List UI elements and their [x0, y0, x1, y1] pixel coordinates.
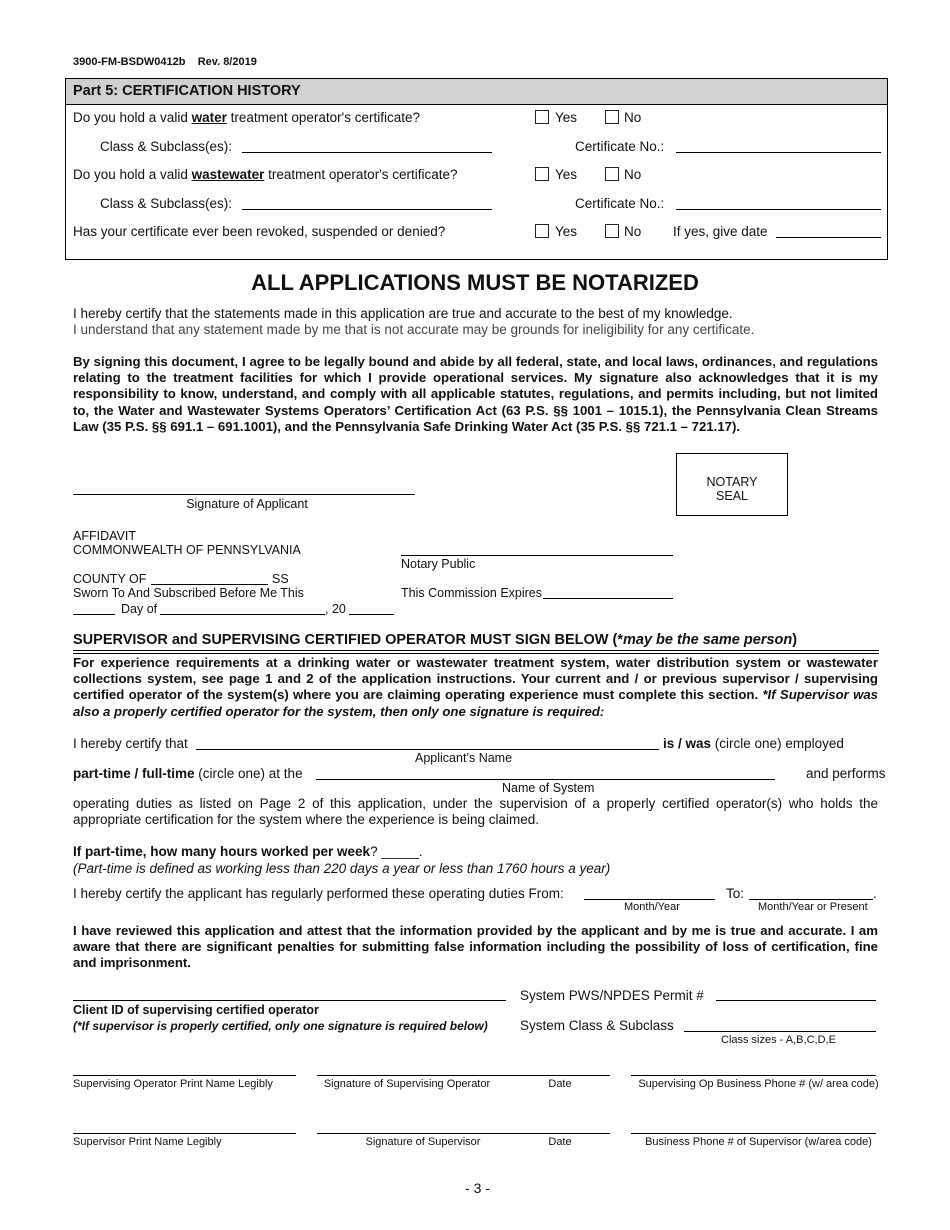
- certify-from-label: I hereby certify the applicant has regularly performed these operating duties From:: [73, 886, 564, 901]
- sworn-label: Sworn To And Subscribed Before Me This: [73, 586, 304, 600]
- to-label: To:: [726, 886, 745, 901]
- year-prefix-label: , 20: [325, 602, 346, 616]
- understand-statement: I understand that any statement made by me that is not accurate may be grounds for ineligibility for any certificate.: [73, 322, 755, 337]
- is-was-text: is / was (circle one) employed: [663, 736, 844, 751]
- applicant-name-caption: Applicant’s Name: [415, 751, 513, 765]
- parttime-definition: (Part-time is defined as working less than 220 days a year or less than 1760 hours a year): [73, 861, 611, 876]
- from-date-field[interactable]: [584, 899, 715, 900]
- commission-expires-label: This Commission Expires: [401, 586, 543, 600]
- supervisor-heading: SUPERVISOR and SUPERVISING CERTIFIED OPERATOR MUST SIGN BELOW (*may be the same person): [73, 632, 798, 648]
- agreement-paragraph: By signing this document, I agree to be legally bound and abide by all federal, state, and local laws, ordinances, and regulations relating to the treatment facilities for which I provide operational services. My signature also acknowledges that it is my responsibility to know, understand, and comply with all applicable statutes, regulations, and permits including, but not limited to, the Water and Wastewater Systems Operators’ Certification Act (63 P.S. §§ 1001 – 1015.1), the Pennsylvania Clean Streams Law (35 P.S. §§ 691.1 – 691.1001), and the Pennsylvania Safe Drinking Water Act (35 P.S. §§ 721.1 – 721.17).: [73, 354, 878, 434]
- certify-that-label: I hereby certify that: [73, 736, 188, 751]
- water-cert-no-label: Certificate No.:: [575, 139, 665, 154]
- revoked-no-label: No: [624, 224, 642, 239]
- commission-expires-field[interactable]: [543, 598, 673, 599]
- period-mark: .: [873, 886, 877, 901]
- applicant-signature-line[interactable]: [73, 494, 415, 495]
- supervisor-name-field[interactable]: [73, 1133, 296, 1134]
- month-year-caption: Month/Year: [624, 901, 680, 913]
- revoked-no-checkbox[interactable]: [605, 224, 619, 238]
- supervisor-phone-field[interactable]: [631, 1133, 876, 1134]
- duties-paragraph: operating duties as listed on Page 2 of this application, under the supervision of a properly certified operator(s) who holds the appropriate certification for the system where the experience is being claimed.: [73, 796, 878, 828]
- attest-paragraph: I have reviewed this application and attest that the information provided by the applicant and by me is true and accurate. I am aware that there are significant penalties for submitting false information including the possibility of loss of certification, fine and imprisonment.: [73, 923, 878, 971]
- water-no-label: No: [624, 110, 642, 125]
- supervisor-date-field[interactable]: [510, 1133, 610, 1134]
- certify-statement: I hereby certify that the statements made in this application are true and accurate to the best of my knowledge.: [73, 306, 733, 321]
- permit-field[interactable]: [716, 1000, 876, 1001]
- permit-label: System PWS/NPDES Permit #: [520, 988, 704, 1003]
- notarize-heading: ALL APPLICATIONS MUST BE NOTARIZED: [251, 270, 699, 295]
- parttime-question: If part-time, how many hours worked per week? _____.: [73, 844, 423, 859]
- ss-label: SS: [272, 572, 289, 586]
- supervising-operator-date-field[interactable]: [510, 1075, 610, 1076]
- water-cert-no-field[interactable]: [676, 152, 881, 153]
- form-id: 3900-FM-BSDW0412b: [73, 56, 186, 68]
- class-subclass-field[interactable]: [684, 1031, 876, 1032]
- commonwealth-label: COMMONWEALTH OF PENNSYLVANIA: [73, 543, 301, 557]
- part-full-time-text: part-time / full-time (circle one) at the: [73, 766, 303, 781]
- supervisor-name-label: Supervisor Print Name Legibly: [73, 1136, 222, 1148]
- system-name-caption: Name of System: [502, 781, 595, 795]
- system-name-field[interactable]: [316, 779, 775, 780]
- applicant-name-field[interactable]: [196, 749, 659, 750]
- supervising-operator-signature-label: Signature of Supervising Operator: [323, 1078, 491, 1090]
- supervising-operator-phone-label: Supervising Op Business Phone # (w/ area code): [638, 1078, 879, 1090]
- supervisor-phone-label: Business Phone # of Supervisor (w/area code): [645, 1136, 872, 1148]
- supervising-operator-date-label: Date: [548, 1078, 572, 1090]
- wastewater-no-checkbox[interactable]: [605, 167, 619, 181]
- notary-public-line[interactable]: [401, 555, 673, 556]
- question-revoked: Has your certificate ever been revoked, suspended or denied?: [73, 224, 446, 239]
- supervisor-intro: For experience requirements at a drinking water or wastewater treatment system, water distribution system or wastewater collections system, see page 1 and 2 of the application instructions. Your current and / or previous supervisor / supervising certified operator of the system(s) where you are claiming operating experience must complete this section. *If Supervisor was also a properly certified operator for the system, then only one signature is required:: [73, 655, 879, 719]
- and-performs-label: and performs: [806, 766, 886, 781]
- wastewater-yes-label: Yes: [555, 167, 578, 182]
- form-revision: Rev. 8/2019: [197, 56, 257, 68]
- question-wastewater-cert: Do you hold a valid wastewater treatment operator's certificate?: [73, 167, 458, 182]
- month-field[interactable]: [160, 614, 325, 615]
- wastewater-class-label: Class & Subclass(es):: [100, 196, 233, 211]
- supervisor-date-label: Date: [548, 1136, 572, 1148]
- water-yes-checkbox[interactable]: [535, 110, 549, 124]
- day-field[interactable]: [73, 614, 115, 615]
- class-sizes-caption: Class sizes - A,B,C,D,E: [721, 1034, 836, 1046]
- wastewater-class-field[interactable]: [242, 209, 492, 210]
- to-date-field[interactable]: [749, 899, 873, 900]
- supervising-operator-phone-field[interactable]: [631, 1075, 876, 1076]
- part5-title: Part 5: CERTIFICATION HISTORY: [66, 79, 887, 105]
- supervising-operator-signature-field[interactable]: [317, 1075, 510, 1076]
- client-id-note: (*If supervisor is properly certified, only one signature is required below): [73, 1019, 488, 1033]
- notary-seal-box: [676, 453, 788, 516]
- revoked-yes-label: Yes: [555, 224, 578, 239]
- county-field[interactable]: [151, 584, 268, 585]
- year-field[interactable]: [349, 614, 394, 615]
- supervising-operator-name-field[interactable]: [73, 1075, 296, 1076]
- notary-public-label: Notary Public: [401, 557, 476, 571]
- client-id-field[interactable]: [73, 1000, 506, 1001]
- wastewater-no-label: No: [624, 167, 642, 182]
- water-class-field[interactable]: [242, 152, 492, 153]
- page-number: - 3 -: [465, 1180, 490, 1196]
- class-subclass-label: System Class & Subclass: [520, 1018, 674, 1033]
- county-of-label: COUNTY OF: [73, 572, 147, 586]
- water-no-checkbox[interactable]: [605, 110, 619, 124]
- notary-seal-line2: SEAL: [716, 489, 748, 503]
- day-of-label: Day of: [121, 602, 158, 616]
- form-header: [73, 56, 257, 68]
- wastewater-cert-no-field[interactable]: [676, 209, 881, 210]
- water-class-label: Class & Subclass(es):: [100, 139, 233, 154]
- question-water-cert: Do you hold a valid water treatment operator's certificate?: [73, 110, 421, 125]
- revoked-yes-checkbox[interactable]: [535, 224, 549, 238]
- heading-double-rule: [73, 650, 879, 654]
- supervisor-signature-field[interactable]: [317, 1133, 510, 1134]
- client-id-label: Client ID of supervising certified operator: [73, 1003, 319, 1017]
- month-year-present-caption: Month/Year or Present: [758, 901, 868, 913]
- applicant-signature-label: Signature of Applicant: [186, 497, 308, 511]
- revoked-date-label: If yes, give date: [673, 224, 768, 239]
- revoked-date-field[interactable]: [776, 237, 881, 238]
- supervisor-signature-label: Signature of Supervisor: [365, 1136, 481, 1148]
- notary-seal-line1: NOTARY: [706, 475, 758, 489]
- affidavit-label: AFFIDAVIT: [73, 529, 136, 543]
- water-yes-label: Yes: [555, 110, 578, 125]
- wastewater-cert-no-label: Certificate No.:: [575, 196, 665, 211]
- supervising-operator-name-label: Supervising Operator Print Name Legibly: [73, 1078, 273, 1090]
- wastewater-yes-checkbox[interactable]: [535, 167, 549, 181]
